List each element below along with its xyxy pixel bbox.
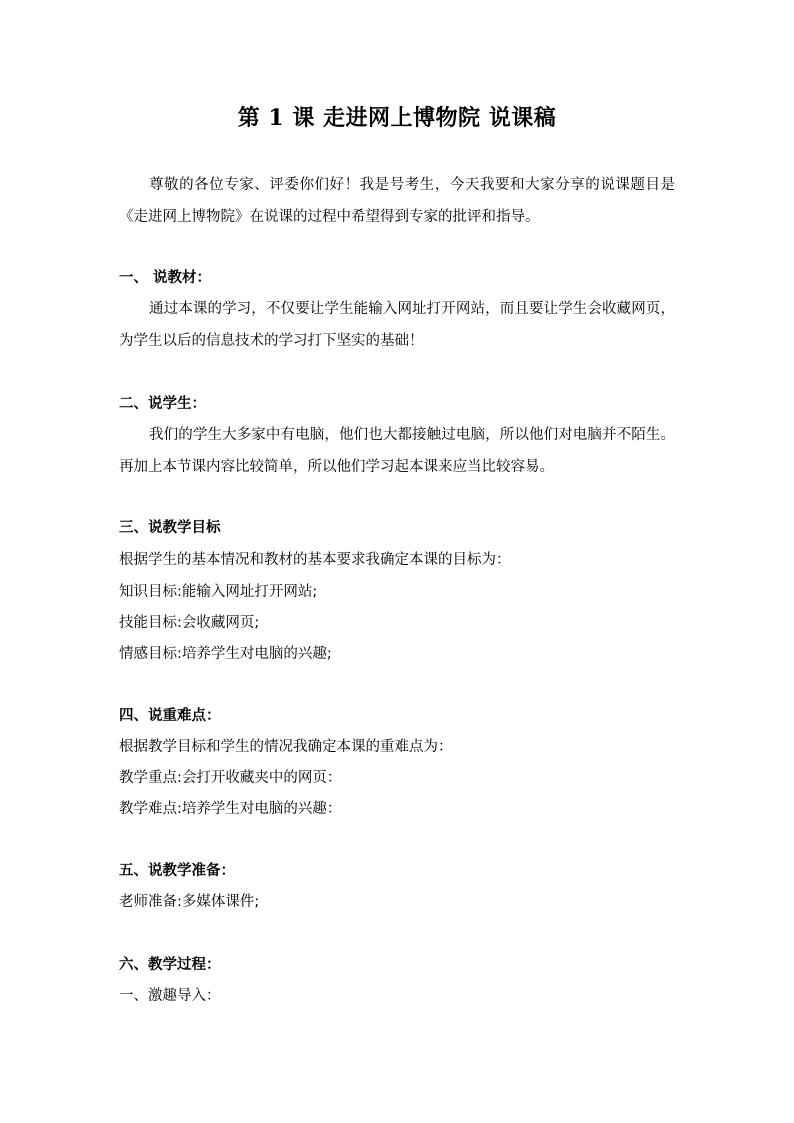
section-3-line: 知识目标:能输入网址打开网站; — [119, 584, 318, 600]
section-3-line: 根据学生的基本情况和教材的基本要求我确定本课的目标为： — [119, 552, 511, 568]
section-6-heading: 六、教学过程： — [119, 957, 221, 973]
section-6-line: 一、激趣导入： — [119, 988, 221, 1004]
section-1-heading: 一、 说教材： — [119, 270, 212, 286]
section-4-line: 根据教学目标和学生的情况我确定本课的重难点为： — [119, 739, 453, 755]
section-1-body: 通过本课的学习，不仅要让学生能输入网址打开网站，而且要让学生会收藏网页，为学生以后的信息技术的学习打下坚实的基础！ — [119, 301, 675, 349]
section-3-line: 情感目标:培养学生对电脑的兴趣; — [119, 646, 332, 662]
section-3-heading: 三、说教学目标 — [119, 520, 221, 536]
section-2-heading: 二、说学生： — [119, 396, 206, 412]
document-title: 第 1 课 走进网上博物院 说课稿 — [237, 105, 557, 131]
section-5-heading: 五、说教学准备： — [119, 863, 235, 879]
section-3-line: 技能目标:会收藏网页; — [119, 615, 260, 631]
intro-paragraph: 尊敬的各位专家、评委你们好！我是号考生，今天我要和大家分享的说课题目是《走进网上博物院》在说课的过程中希望得到专家的批评和指导。 — [119, 177, 675, 225]
section-4-heading: 四、说重难点： — [119, 708, 221, 724]
section-4-line: 教学重点:会打开收藏夹中的网页： — [119, 770, 342, 786]
section-5-line: 老师准备:多媒体课件; — [119, 894, 260, 910]
section-2-body: 我们的学生大多家中有电脑，他们也大都接触过电脑，所以他们对电脑并不陌生。再加上本节课内容比较简单，所以他们学习起本课来应当比较容易。 — [119, 427, 675, 475]
section-4-line: 教学难点:培养学生对电脑的兴趣： — [119, 801, 342, 817]
